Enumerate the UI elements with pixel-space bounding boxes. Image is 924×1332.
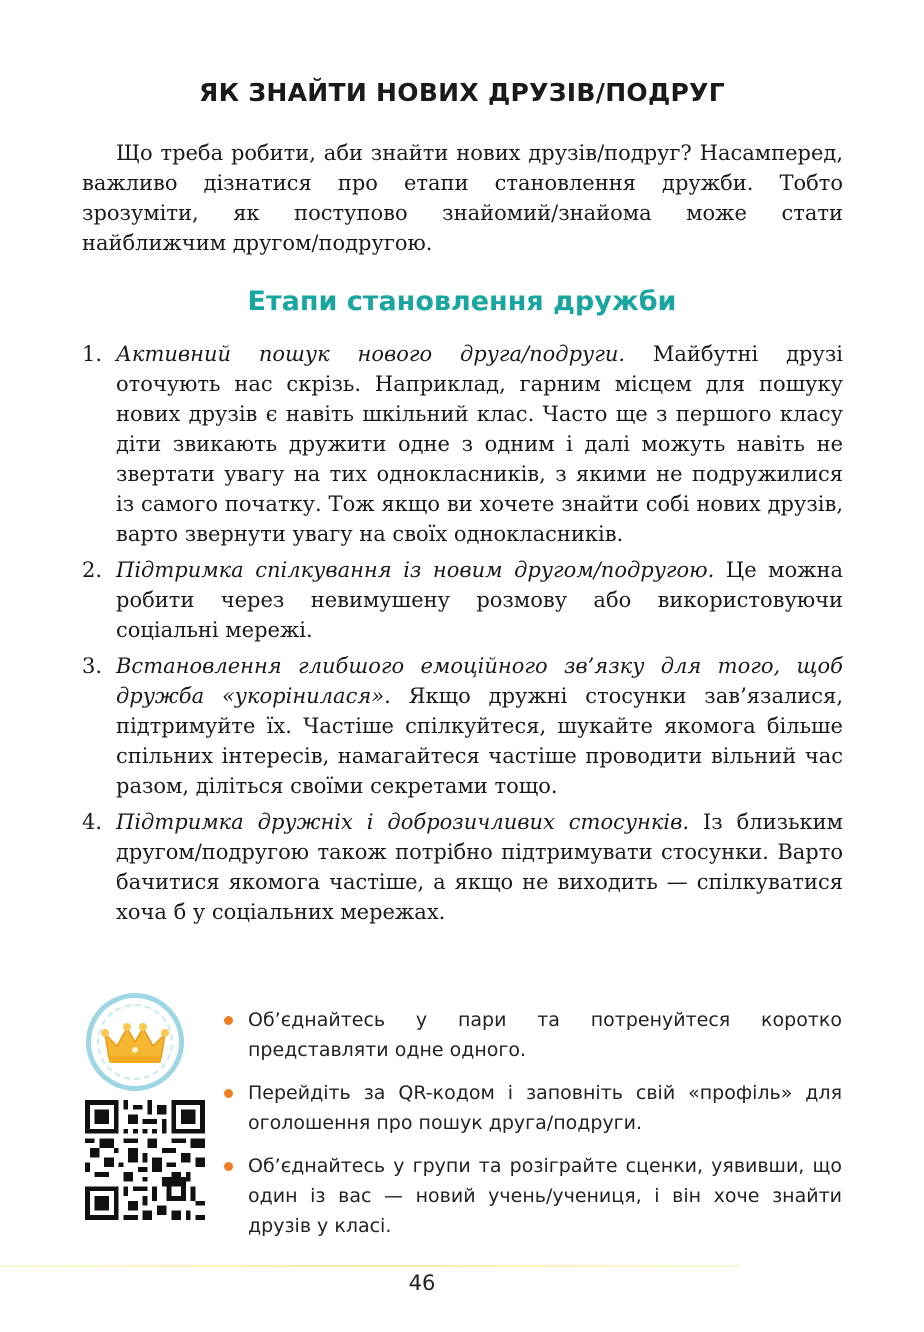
activity-task (224, 1151, 842, 1241)
step-number: 4. (82, 810, 103, 834)
activity-task (224, 1078, 842, 1138)
step-item (82, 555, 843, 645)
step-title: Встановлення глибшого емоційного зв’язку для того, щоб дружба «укорінилася». (116, 654, 843, 708)
section-heading: Етапи становлення дружби (247, 286, 677, 317)
task-text: Об’єднайтесь у пари та потренуйтеся коротко представляти одне одного. (248, 1009, 842, 1061)
intro-paragraph: Що треба робити, аби знайти нових друзів/подруг? Насамперед, важливо дізнатися про етапи становлення дружби. Тобто зрозуміти, як поступово знайомий/знайома може стати найближчим другом/подругою. (82, 141, 843, 255)
step-number: 3. (82, 654, 103, 678)
step-number: 2. (82, 558, 103, 582)
task-text: Перейдіть за QR-кодом і заповніть свій «профіль» для оголошення про пошук друга/подруги. (248, 1082, 842, 1134)
bullet-icon (224, 1089, 233, 1098)
task-text: Об’єднайтесь у групи та розіграйте сценки, уявивши, що один із вас — новий учень/учениця, і він хоче знайти друзів у класі. (248, 1155, 842, 1237)
step-item (82, 807, 843, 927)
activity-task (224, 1005, 842, 1065)
page-number: 46 (408, 1271, 436, 1295)
footer-divider (0, 1265, 740, 1267)
step-text: Майбутні друзі оточують нас скрізь. Наприклад, гарним місцем для пошуку нових друзів є навіть шкільний клас. Часто ще з першого класу діти звикають дружити одне з одним і далі можуть навіть не звертати увагу на тих однокласників, з якими не подружилися із самого початку. Тож якщо ви хочете знайти собі нових друзів, варто звернути увагу на своїх однокласників. (116, 342, 843, 546)
activity-badge (86, 993, 184, 1091)
step-title: Підтримка дружніх і доброзичливих стосунків. (116, 810, 690, 834)
crown-icon (99, 1016, 171, 1066)
bullet-icon (224, 1162, 233, 1171)
step-item (82, 339, 843, 549)
bullet-icon (224, 1016, 233, 1025)
step-item (82, 651, 843, 801)
step-number: 1. (82, 342, 103, 366)
steps-list (82, 339, 843, 933)
step-title: Активний пошук нового друга/подруги. (116, 342, 626, 366)
step-title: Підтримка спілкування із новим другом/подругою. (116, 558, 715, 582)
qr-code[interactable] (85, 1100, 205, 1220)
step-text: Це можна робити через невимушену розмову або використовуючи соціальні мережі. (116, 558, 843, 642)
activity-task-list (224, 1005, 842, 1254)
page-title: ЯК ЗНАЙТИ НОВИХ ДРУЗІВ/ПОДРУГ (199, 78, 725, 107)
step-text: Із близьким другом/подругою також потрібно підтримувати стосунки. Варто бачитися якомога частіше, а якщо не виходить — спілкуватися хоча б у соціальних мережах. (116, 810, 843, 924)
step-text: Якщо дружні стосунки зав’язалися, підтримуйте їх. Частіше спілкуйтеся, шукайте якомога більше спільних інтересів, намагайтеся частіше проводити вільний час разом, діліться своїми секретами тощо. (116, 684, 843, 798)
